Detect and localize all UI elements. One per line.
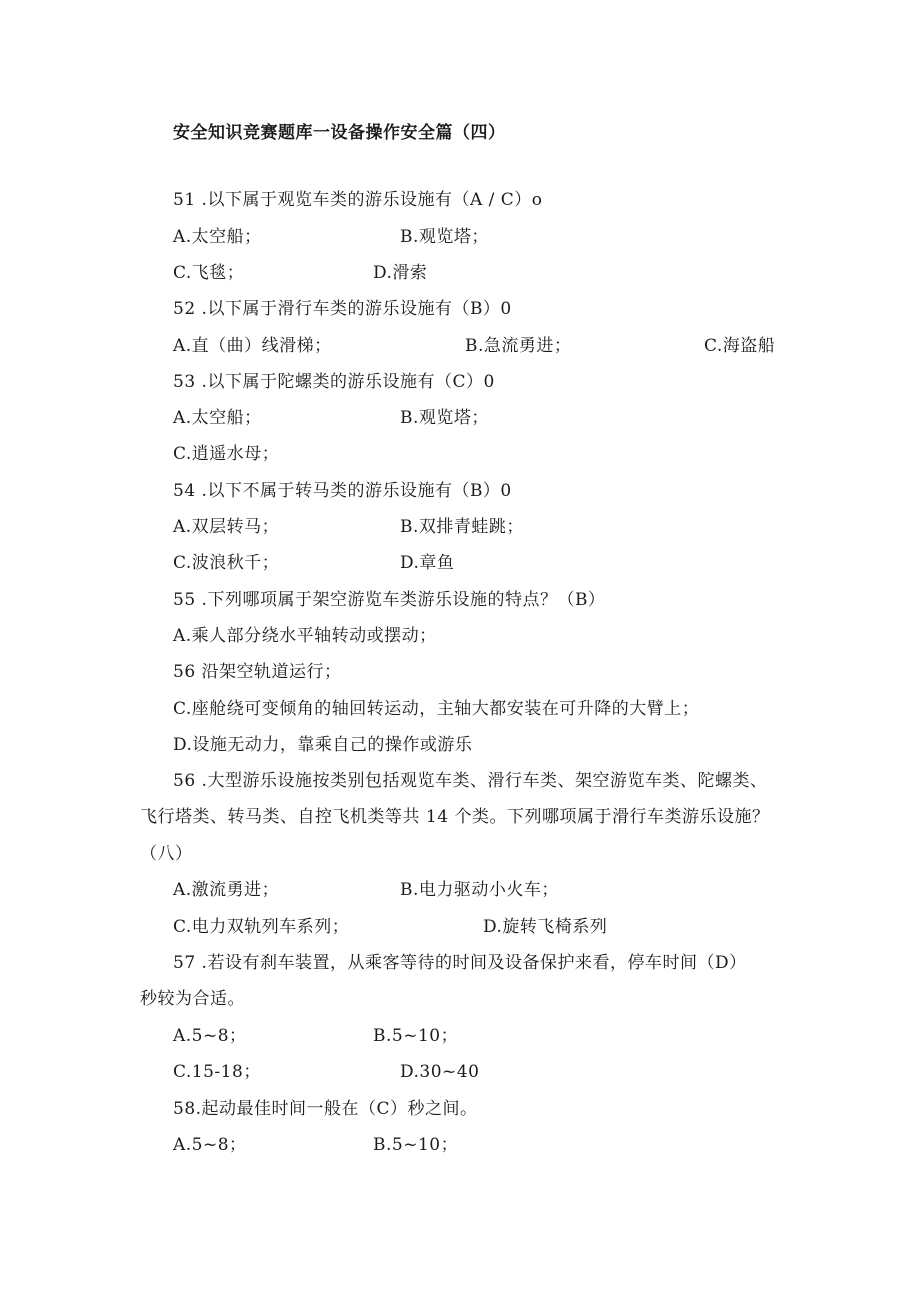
question-57-option-b: B.5~10；	[373, 1026, 459, 1046]
question-57-option-c: C.15-18；	[173, 1062, 261, 1082]
question-57-option-a: A.5~8；	[173, 1026, 247, 1046]
question-52-option-a: A.直（曲）线滑梯；	[173, 336, 332, 356]
question-54-option-c: C.波浪秋千；	[173, 553, 280, 573]
question-51-option-b: B.观览塔；	[400, 227, 489, 247]
question-55-option-d: D.设施无动力，靠乘自己的操作或游乐	[173, 735, 473, 755]
document-title: 安全知识竞赛题库一设备操作安全篇（四）	[173, 123, 506, 143]
question-51-option-c: C.飞毯；	[173, 263, 245, 283]
question-54-option-a: A.双层转马；	[173, 517, 280, 537]
question-56-stem-line-1: 56 .大型游乐设施按类别包括观览车类、滑行车类、架空游览车类、陀螺类、	[173, 771, 768, 791]
question-55-option-c: C.座舱绕可变倾角的轴回转运动，主轴大都安装在可升降的大臂上；	[173, 699, 700, 719]
question-57-stem-line-1: 57 .若设有刹车装置，从乘客等待的时间及设备保护来看，停车时间（D）	[173, 953, 747, 973]
question-52-option-b: B.急流勇进；	[465, 336, 572, 356]
question-55-option-a: A.乘人部分绕水平轴转动或摆动；	[173, 626, 437, 646]
question-56-option-d: D.旋转飞椅系列	[483, 917, 608, 937]
question-54-option-b: B.双排青蛙跳；	[400, 517, 524, 537]
question-56-option-b: B.电力驱动小火车；	[400, 880, 559, 900]
question-51-option-d: D.滑索	[373, 263, 428, 283]
question-53-option-c: C.逍遥水母；	[173, 444, 280, 464]
question-56-option-a: A.激流勇进；	[173, 880, 280, 900]
question-53-stem: 53 .以下属于陀螺类的游乐设施有（C）0	[173, 372, 495, 392]
question-51-option-a: A.太空船；	[173, 227, 262, 247]
question-53-option-a: A.太空船；	[173, 408, 262, 428]
question-57-option-d: D.30~40	[400, 1062, 480, 1082]
question-55-stem: 55 .下列哪项属于架空游览车类游乐设施的特点？（B）	[173, 590, 606, 610]
question-54-stem: 54 .以下不属于转马类的游乐设施有（B）0	[173, 481, 512, 501]
question-54-option-d: D.章鱼	[400, 553, 455, 573]
question-56-stem-line-3: （八）	[140, 844, 193, 864]
question-56-stem-line-2: 飞行塔类、转马类、自控飞机类等共 14 个类。下列哪项属于滑行车类游乐设施？	[140, 807, 770, 827]
question-51-stem: 51 .以下属于观览车类的游乐设施有（A / C）o	[173, 190, 543, 210]
question-57-stem-line-2: 秒较为合适。	[140, 989, 245, 1009]
question-58-option-a: A.5~8；	[173, 1135, 247, 1155]
question-55-option-b: 56 沿架空轨道运行；	[173, 662, 342, 682]
question-58-option-b: B.5~10；	[373, 1135, 459, 1155]
question-56-option-c: C.电力双轨列车系列；	[173, 917, 350, 937]
question-52-stem: 52 .以下属于滑行车类的游乐设施有（B）0	[173, 299, 512, 319]
question-52-option-c: C.海盗船	[704, 336, 776, 356]
question-58-stem: 58.起动最佳时间一般在（C）秒之间。	[173, 1099, 478, 1119]
question-53-option-b: B.观览塔；	[400, 408, 489, 428]
